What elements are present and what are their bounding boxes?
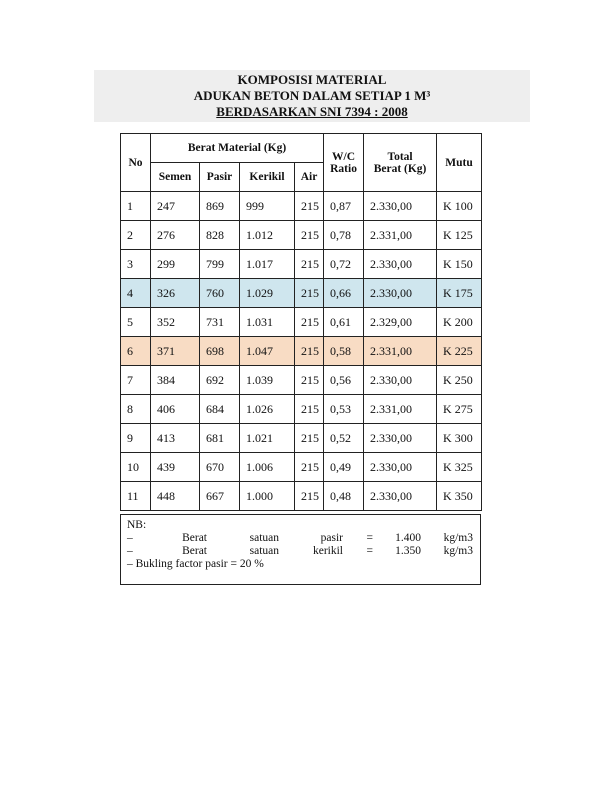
table-row <box>121 482 482 511</box>
cell-air: 215 <box>295 424 324 453</box>
cell-mutu: K 325 <box>437 453 482 482</box>
title-line-1: KOMPOSISI MATERIAL <box>237 72 387 87</box>
cell-air: 215 <box>295 279 324 308</box>
cell-air: 215 <box>295 221 324 250</box>
table-row <box>121 453 482 482</box>
cell-kerikil: 999 <box>240 192 295 221</box>
cell-wc: 0,48 <box>324 482 364 511</box>
cell-mutu: K 250 <box>437 366 482 395</box>
cell-wc: 0,87 <box>324 192 364 221</box>
header-total-line2: Berat (Kg) <box>373 162 427 175</box>
table-row <box>121 424 482 453</box>
note-word: Berat <box>182 545 207 557</box>
note-equals: = <box>366 545 373 557</box>
cell-kerikil: 1.017 <box>240 250 295 279</box>
cell-air: 215 <box>295 482 324 511</box>
note-value: 1.350 <box>395 545 421 557</box>
cell-mutu: K 150 <box>437 250 482 279</box>
cell-pasir: 667 <box>200 482 240 511</box>
cell-no: 6 <box>121 337 151 366</box>
cell-wc: 0,58 <box>324 337 364 366</box>
cell-pasir: 692 <box>200 366 240 395</box>
cell-semen: 276 <box>151 221 200 250</box>
note-value: 1.400 <box>395 532 421 544</box>
header-semen: Semen <box>151 163 200 192</box>
cell-pasir: 670 <box>200 453 240 482</box>
cell-air: 215 <box>295 453 324 482</box>
cell-total: 2.330,00 <box>364 482 437 511</box>
table-row <box>121 308 482 337</box>
cell-kerikil: 1.047 <box>240 337 295 366</box>
cell-pasir: 731 <box>200 308 240 337</box>
cell-no: 9 <box>121 424 151 453</box>
cell-air: 215 <box>295 250 324 279</box>
cell-wc: 0,53 <box>324 395 364 424</box>
cell-pasir: 828 <box>200 221 240 250</box>
cell-total: 2.330,00 <box>364 366 437 395</box>
table-row <box>121 366 482 395</box>
note-bulking-factor: – Bukling factor pasir = 20 % <box>127 558 264 570</box>
cell-no: 1 <box>121 192 151 221</box>
cell-air: 215 <box>295 337 324 366</box>
note-word: pasir <box>320 532 343 544</box>
cell-air: 215 <box>295 308 324 337</box>
cell-semen: 384 <box>151 366 200 395</box>
table-row <box>121 221 482 250</box>
cell-pasir: 684 <box>200 395 240 424</box>
cell-total: 2.330,00 <box>364 279 437 308</box>
cell-total: 2.330,00 <box>364 192 437 221</box>
cell-no: 2 <box>121 221 151 250</box>
note-unit: kg/m3 <box>443 532 473 544</box>
title-line-3: BERDASARKAN SNI 7394 : 2008 <box>216 104 408 119</box>
cell-kerikil: 1.000 <box>240 482 295 511</box>
note-word: satuan <box>249 545 279 557</box>
notes-label: NB: <box>127 519 147 531</box>
cell-air: 215 <box>295 192 324 221</box>
cell-no: 5 <box>121 308 151 337</box>
table-row <box>121 395 482 424</box>
cell-kerikil: 1.026 <box>240 395 295 424</box>
cell-no: 7 <box>121 366 151 395</box>
cell-no: 11 <box>121 482 151 511</box>
cell-semen: 371 <box>151 337 200 366</box>
cell-no: 8 <box>121 395 151 424</box>
cell-semen: 247 <box>151 192 200 221</box>
table-row <box>121 192 482 221</box>
note-dash: – <box>127 532 133 544</box>
cell-wc: 0,72 <box>324 250 364 279</box>
header-berat-material: Berat Material (Kg) <box>151 134 324 163</box>
cell-wc: 0,61 <box>324 308 364 337</box>
cell-wc: 0,56 <box>324 366 364 395</box>
cell-total: 2.329,00 <box>364 308 437 337</box>
cell-mutu: K 300 <box>437 424 482 453</box>
note-unit: kg/m3 <box>443 545 473 557</box>
cell-semen: 299 <box>151 250 200 279</box>
cell-kerikil: 1.021 <box>240 424 295 453</box>
header-total-line1: Total <box>387 150 413 163</box>
cell-mutu: K 200 <box>437 308 482 337</box>
note-row-kerikil <box>127 545 474 558</box>
document-title <box>94 70 530 122</box>
cell-semen: 448 <box>151 482 200 511</box>
note-equals: = <box>366 532 373 544</box>
cell-wc: 0,78 <box>324 221 364 250</box>
cell-total: 2.331,00 <box>364 395 437 424</box>
cell-kerikil: 1.039 <box>240 366 295 395</box>
cell-total: 2.331,00 <box>364 337 437 366</box>
header-wc-ratio-line2: Ratio <box>330 162 357 175</box>
header-mutu: Mutu <box>437 134 482 192</box>
cell-pasir: 681 <box>200 424 240 453</box>
cell-mutu: K 275 <box>437 395 482 424</box>
cell-kerikil: 1.006 <box>240 453 295 482</box>
cell-kerikil: 1.012 <box>240 221 295 250</box>
cell-semen: 406 <box>151 395 200 424</box>
cell-pasir: 799 <box>200 250 240 279</box>
cell-no: 3 <box>121 250 151 279</box>
header-pasir: Pasir <box>200 163 240 192</box>
cell-no: 4 <box>121 279 151 308</box>
material-composition-table <box>120 133 482 511</box>
table-row <box>121 337 482 366</box>
table-row <box>121 279 482 308</box>
cell-pasir: 869 <box>200 192 240 221</box>
header-no: No <box>121 134 151 192</box>
cell-semen: 326 <box>151 279 200 308</box>
cell-mutu: K 100 <box>437 192 482 221</box>
header-wc-ratio <box>324 134 364 192</box>
cell-wc: 0,66 <box>324 279 364 308</box>
note-word: Berat <box>182 532 207 544</box>
cell-total: 2.331,00 <box>364 221 437 250</box>
cell-total: 2.330,00 <box>364 250 437 279</box>
note-dash: – <box>127 545 133 557</box>
note-word: kerikil <box>312 545 343 557</box>
cell-kerikil: 1.031 <box>240 308 295 337</box>
cell-total: 2.330,00 <box>364 453 437 482</box>
table-row <box>121 250 482 279</box>
cell-pasir: 698 <box>200 337 240 366</box>
cell-mutu: K 350 <box>437 482 482 511</box>
cell-wc: 0,49 <box>324 453 364 482</box>
cell-mutu: K 225 <box>437 337 482 366</box>
cell-air: 215 <box>295 366 324 395</box>
note-row-pasir <box>127 532 474 545</box>
cell-pasir: 760 <box>200 279 240 308</box>
cell-total: 2.330,00 <box>364 424 437 453</box>
cell-semen: 413 <box>151 424 200 453</box>
title-line-2: ADUKAN BETON DALAM SETIAP 1 M³ <box>193 88 431 103</box>
header-wc-ratio-line1: W/C <box>332 150 356 163</box>
cell-mutu: K 175 <box>437 279 482 308</box>
cell-semen: 439 <box>151 453 200 482</box>
header-total-berat <box>364 134 437 192</box>
cell-kerikil: 1.029 <box>240 279 295 308</box>
cell-air: 215 <box>295 395 324 424</box>
cell-semen: 352 <box>151 308 200 337</box>
header-air: Air <box>295 163 324 192</box>
notes-box <box>120 514 481 585</box>
cell-no: 10 <box>121 453 151 482</box>
header-kerikil: Kerikil <box>240 163 295 192</box>
note-word: satuan <box>249 532 279 544</box>
cell-mutu: K 125 <box>437 221 482 250</box>
cell-wc: 0,52 <box>324 424 364 453</box>
